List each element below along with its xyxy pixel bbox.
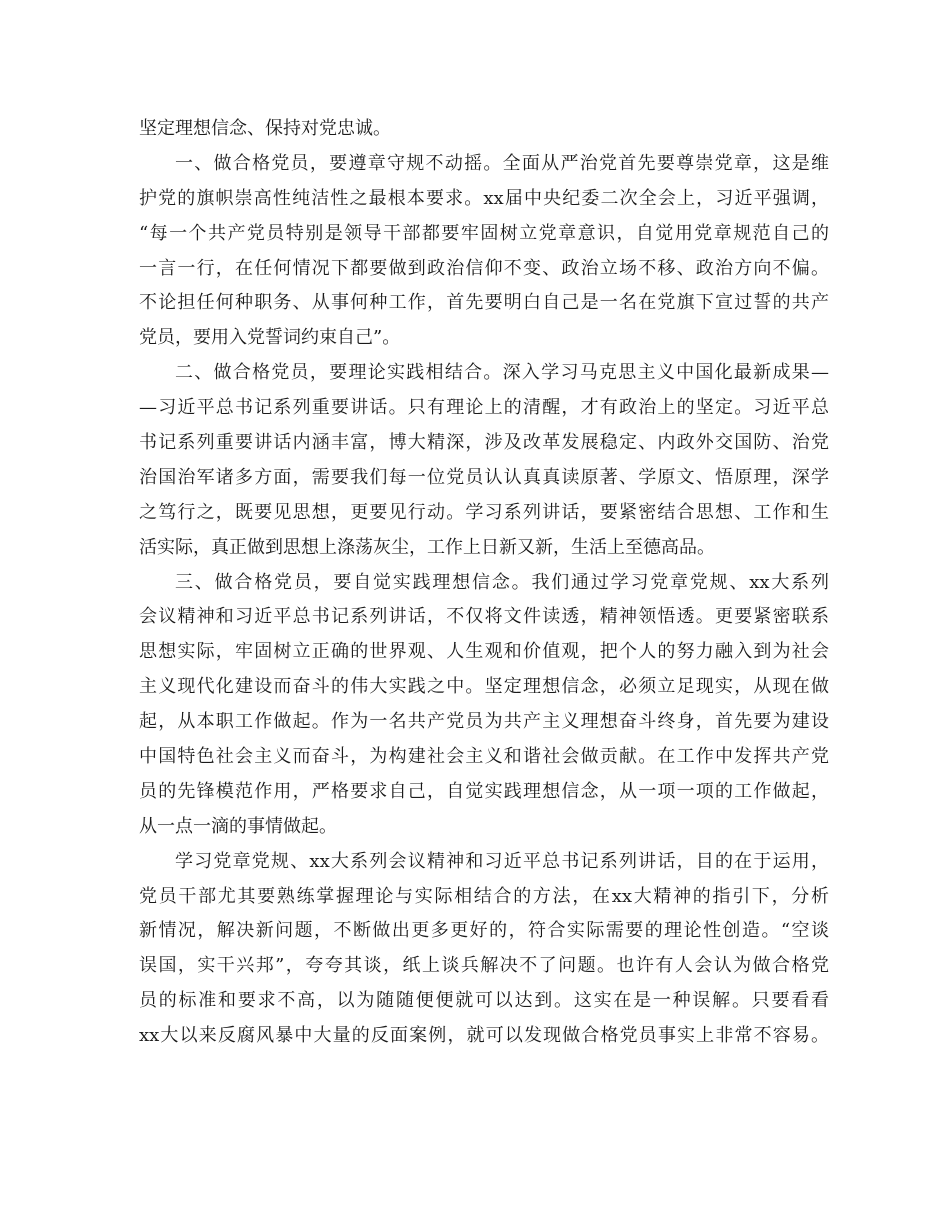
text-line: 误国，实干兴邦”，夸夸其谈，纸上谈兵解决不了问题。也许有人会认为做合格党: [139, 955, 829, 977]
text-line: 一言一行，在任何情况下都要做到政治信仰不变、政治立场不移、政治方向不偏。: [139, 257, 829, 279]
text-line: 治国治军诸多方面，需要我们每一位党员认认真真读原著、学原文、悟原理，深学: [139, 466, 829, 488]
text-line: 新情况，解决新问题，不断做出更多更好的，符合实际需要的理论性创造。“空谈: [139, 920, 829, 942]
text-line: 会议精神和习近平总书记系列讲话，不仅将文件读透，精神领悟透。更要紧密联系: [139, 606, 829, 628]
text-line: 中国特色社会主义而奋斗，为构建社会主义和谐社会做贡献。在工作中发挥共产党: [139, 746, 829, 768]
text-line: 从一点一滴的事情做起。: [139, 815, 337, 837]
text-line: 思想实际，牢固树立正确的世界观、人生观和价值观，把个人的努力融入到为社会: [139, 641, 829, 663]
text-line: 护党的旗帜崇高性纯洁性之最根本要求。xx届中央纪委二次全会上，习近平强调，: [139, 187, 829, 209]
paragraph-first-line: 二、做合格党员，要理论实践相结合。深入学习马克思主义中国化最新成果—: [175, 362, 829, 384]
text-line: —习近平总书记系列重要讲话。只有理论上的清醒，才有政治上的坚定。习近平总: [139, 397, 829, 419]
text-line: “每一个共产党员特别是领导干部都要牢固树立党章意识，自觉用党章规范自己的: [139, 222, 829, 244]
text-line: 员的标准和要求不高，以为随随便便就可以达到。这实在是一种误解。只要看看: [139, 990, 829, 1012]
text-line: 员的先锋模范作用，严格要求自己，自觉实践理想信念，从一项一项的工作做起，: [139, 780, 829, 802]
text-line: 党员，要用入党誓词约束自己”。: [139, 327, 401, 349]
text-line: 不论担任何种职务、从事何种工作，首先要明白自己是一名在党旗下宣过誓的共产: [139, 292, 829, 314]
text-line: 起，从本职工作做起。作为一名共产党员为共产主义理想奋斗终身，首先要为建设: [139, 711, 829, 733]
paragraph-first-line: 学习党章党规、xx大系列会议精神和习近平总书记系列讲话，目的在于运用，: [175, 850, 829, 872]
paragraph-first-line: 一、做合格党员，要遵章守规不动摇。全面从严治党首先要尊崇党章，这是维: [175, 152, 829, 174]
document-body: [139, 112, 829, 1054]
text-line: 书记系列重要讲话内涵丰富，博大精深，涉及改革发展稳定、内政外交国防、治党: [139, 432, 829, 454]
text-line: 党员干部尤其要熟练掌握理论与实际相结合的方法，在xx大精神的指引下，分析: [139, 885, 829, 907]
paragraph-first-line: 三、做合格党员，要自觉实践理想信念。我们通过学习党章党规、xx大系列: [175, 571, 829, 593]
text-line: 坚定理想信念、保持对党忠诚。: [139, 118, 391, 139]
text-line: xx大以来反腐风暴中大量的反面案例，就可以发现做合格党员事实上非常不容易。: [139, 1025, 829, 1047]
text-line: 之笃行之，既要见思想，更要见行动。学习系列讲话，要紧密结合思想、工作和生: [139, 501, 829, 523]
text-line: 主义现代化建设而奋斗的伟大实践之中。坚定理想信念，必须立足现实，从现在做: [139, 676, 829, 698]
text-line: 活实际，真正做到思想上涤荡灰尘，工作上日新又新，生活上至德高品。: [139, 536, 715, 558]
